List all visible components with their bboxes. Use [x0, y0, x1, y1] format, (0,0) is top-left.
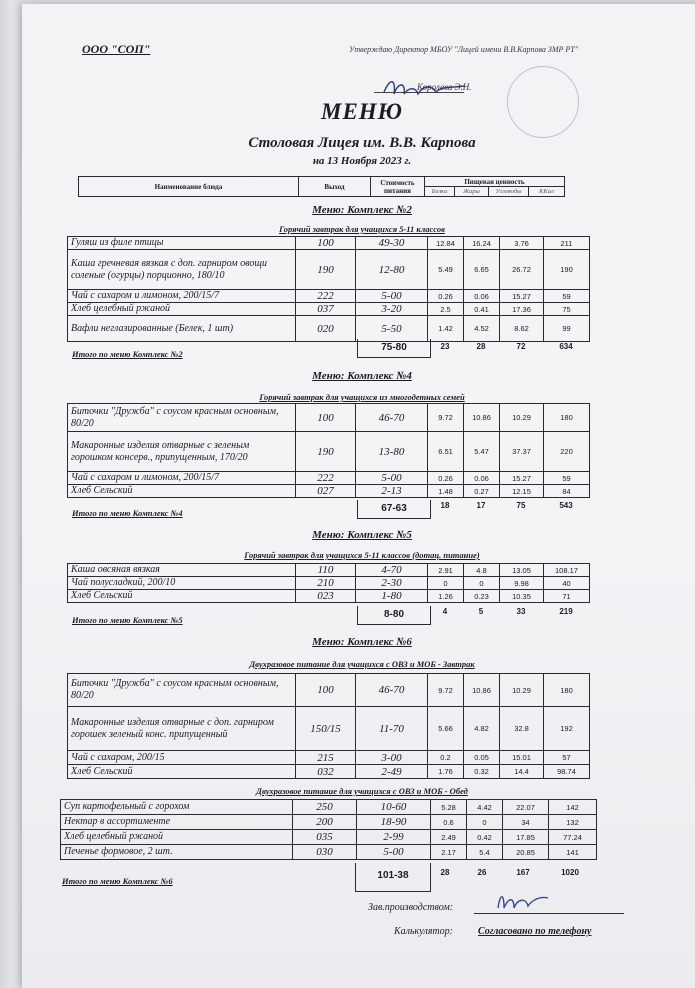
carbs-value: 15.27: [500, 472, 544, 485]
kcal-value: 142: [549, 800, 597, 815]
production-manager-label: Зав.производством:: [368, 902, 454, 913]
fat-value: 10.86: [464, 674, 500, 707]
dish-name: Хлеб Сельский: [68, 485, 296, 498]
dish-output: 250: [293, 800, 357, 815]
total-carbs: 75: [516, 501, 526, 510]
fat-value: 0: [467, 815, 503, 830]
dish-name: Нектар в ассортименте: [61, 815, 293, 830]
fat-value: 10.86: [464, 404, 500, 432]
protein-value: 2.17: [431, 845, 467, 860]
carbs-value: 10.29: [500, 674, 544, 707]
header-nutrition: Пищевая ценность: [425, 177, 565, 187]
table-row: [61, 800, 597, 815]
dish-name: Хлеб Сельский: [68, 590, 296, 603]
dish-price: 46-70: [356, 404, 428, 432]
total-label: Итого по меню Комплекс №2: [72, 349, 183, 359]
dish-name: Суп картофельный с горохом: [61, 800, 293, 815]
dish-price: 2-13: [356, 485, 428, 498]
dish-output: 020: [296, 316, 356, 342]
calculator-label: Калькулятор:: [394, 926, 453, 937]
kcal-value: 84: [544, 485, 590, 498]
dish-price: 2-99: [357, 830, 431, 845]
manager-signature-icon: [492, 888, 552, 914]
dish-output: 023: [296, 590, 356, 603]
total-protein: 23: [440, 342, 450, 351]
protein-value: 6.51: [428, 432, 464, 472]
carbs-value: 12.15: [500, 485, 544, 498]
dish-price: 5-00: [357, 845, 431, 860]
kcal-value: 180: [544, 674, 590, 707]
group-title: Горячий завтрак для учащихся из многодетных семей: [259, 392, 465, 402]
group-title: Двухразовое питание для учащихся с ОВЗ и МОБ - Обед: [256, 786, 468, 796]
dish-price: 18-90: [357, 815, 431, 830]
carbs-value: 17.85: [503, 830, 549, 845]
dish-price: 12-80: [356, 250, 428, 290]
table-row: [68, 250, 590, 290]
header-carbs: Углеводы: [489, 187, 529, 197]
signer-name: Королева Э.Н.: [417, 82, 472, 92]
carbs-value: 10.29: [500, 404, 544, 432]
table-row: [61, 830, 597, 845]
protein-value: 1.42: [428, 316, 464, 342]
kcal-value: 141: [549, 845, 597, 860]
dish-output: 210: [296, 577, 356, 590]
protein-value: 0.26: [428, 472, 464, 485]
dish-price: 2-49: [356, 765, 428, 779]
carbs-value: 17.36: [500, 303, 544, 316]
kcal-value: 190: [544, 250, 590, 290]
header-kcal: ККал: [529, 187, 565, 197]
table-row: [68, 485, 590, 498]
kcal-value: 98.74: [544, 765, 590, 779]
carbs-value: 14.4: [500, 765, 544, 779]
kcal-value: 192: [544, 707, 590, 751]
protein-value: 5.49: [428, 250, 464, 290]
dish-name: Хлеб целебный ржаной: [61, 830, 293, 845]
protein-value: 5.66: [428, 707, 464, 751]
dish-output: 110: [296, 564, 356, 577]
dish-price: 5-50: [356, 316, 428, 342]
dish-price: 13-80: [356, 432, 428, 472]
dish-name: Каша овсяная вязкая: [68, 564, 296, 577]
total-carbs: 33: [516, 607, 526, 616]
table-row: [68, 765, 590, 779]
kcal-value: 57: [544, 751, 590, 765]
total-protein: 28: [440, 868, 450, 877]
calculator-value: Согласовано по телефону: [478, 926, 592, 937]
table-row: [68, 577, 590, 590]
carbs-value: 32.8: [500, 707, 544, 751]
group-title: Горячий завтрак для учащихся 5-11 классов (дотац. питание): [244, 550, 480, 560]
total-kcal: 219: [559, 607, 573, 616]
complex-6-breakfast-table: [67, 673, 590, 779]
complex-title: Меню: Комплекс №4: [312, 370, 412, 382]
fat-value: 4.82: [464, 707, 500, 751]
dish-name: Биточки "Дружба" с соусом красным основным, 80/20: [68, 674, 296, 707]
protein-value: 2.5: [428, 303, 464, 316]
kcal-value: 77.24: [549, 830, 597, 845]
kcal-value: 59: [544, 290, 590, 303]
carbs-value: 15.01: [500, 751, 544, 765]
dish-output: 200: [293, 815, 357, 830]
protein-value: 0.2: [428, 751, 464, 765]
kcal-value: 40: [544, 577, 590, 590]
kcal-value: 211: [544, 237, 590, 250]
canteen-name: Столовая Лицея им. В.В. Карпова: [248, 135, 476, 151]
table-row: [68, 316, 590, 342]
table-row: [68, 564, 590, 577]
fat-value: 0.06: [464, 472, 500, 485]
carbs-value: 22.07: [503, 800, 549, 815]
dish-price: 2-30: [356, 577, 428, 590]
fat-value: 0.27: [464, 485, 500, 498]
kcal-value: 71: [544, 590, 590, 603]
dish-price: 4-70: [356, 564, 428, 577]
dish-price: 49-30: [356, 237, 428, 250]
fat-value: 5.47: [464, 432, 500, 472]
total-protein: 4: [442, 607, 448, 616]
dish-price: 11-70: [356, 707, 428, 751]
fat-value: 0.05: [464, 751, 500, 765]
total-price: 67-63: [357, 500, 431, 519]
page-title: МЕНЮ: [321, 99, 403, 124]
approval-text: Утверждаю Директор МБОУ "Лицей имени В.В.Карпова ЗМР РТ": [349, 45, 579, 54]
dish-name: Биточки "Дружба" с соусом красным основным, 80/20: [68, 404, 296, 432]
table-row: [68, 237, 590, 250]
dish-output: 222: [296, 290, 356, 303]
fat-value: 0.41: [464, 303, 500, 316]
protein-value: 9.72: [428, 674, 464, 707]
table-row: [68, 432, 590, 472]
total-label: Итого по меню Комплекс №5: [72, 615, 183, 625]
dish-output: 100: [296, 404, 356, 432]
total-carbs: 72: [516, 342, 526, 351]
total-carbs: 167: [516, 868, 530, 877]
group-title: Горячий завтрак для учащихся 5-11 классов: [279, 224, 445, 234]
dish-name: Хлеб целебный ржаной: [68, 303, 296, 316]
fat-value: 0.23: [464, 590, 500, 603]
header-fat: Жиры: [455, 187, 489, 197]
dish-output: 030: [293, 845, 357, 860]
dish-output: 100: [296, 674, 356, 707]
kcal-value: 59: [544, 472, 590, 485]
carbs-value: 15.27: [500, 290, 544, 303]
complex-title: Меню: Комплекс №2: [312, 204, 412, 216]
total-label: Итого по меню Комплекс №6: [62, 876, 173, 886]
kcal-value: 99: [544, 316, 590, 342]
dish-output: 100: [296, 237, 356, 250]
fat-value: 4.52: [464, 316, 500, 342]
total-label: Итого по меню Комплекс №4: [72, 508, 183, 518]
dish-name: Макаронные изделия отварные с доп. гарниром горошек зеленый конс. припущенный: [68, 707, 296, 751]
protein-value: 2.49: [431, 830, 467, 845]
kcal-value: 132: [549, 815, 597, 830]
table-row: [68, 303, 590, 316]
signature-line: [374, 92, 464, 93]
header-output: Выход: [299, 177, 371, 197]
menu-sheet: [22, 4, 695, 988]
carbs-value: 20.85: [503, 845, 549, 860]
dish-output: 190: [296, 250, 356, 290]
fat-value: 6.65: [464, 250, 500, 290]
fat-value: 4.8: [464, 564, 500, 577]
dish-price: 3-20: [356, 303, 428, 316]
total-fat: 17: [476, 501, 486, 510]
table-row: [68, 751, 590, 765]
carbs-value: 34: [503, 815, 549, 830]
dish-name: Чай с сахаром и лимоном, 200/15/7: [68, 472, 296, 485]
total-price: 101-38: [355, 863, 431, 892]
total-price: 75-80: [357, 339, 431, 358]
carbs-value: 8.62: [500, 316, 544, 342]
total-kcal: 634: [559, 342, 573, 351]
fat-value: 5.4: [467, 845, 503, 860]
dish-price: 5-00: [356, 472, 428, 485]
total-fat: 26: [477, 868, 487, 877]
organization-name: ООО "СОП": [82, 42, 151, 56]
protein-value: 0: [428, 577, 464, 590]
total-price: 8-80: [357, 606, 431, 625]
column-header-table: [78, 176, 565, 197]
table-row: [68, 290, 590, 303]
header-dish: Наименование блюда: [79, 177, 299, 197]
protein-value: 0.26: [428, 290, 464, 303]
dish-name: Чай с сахаром и лимоном, 200/15/7: [68, 290, 296, 303]
fat-value: 16.24: [464, 237, 500, 250]
carbs-value: 9.98: [500, 577, 544, 590]
carbs-value: 37.37: [500, 432, 544, 472]
table-row: [68, 404, 590, 432]
dish-name: Хлеб Сельский: [68, 765, 296, 779]
protein-value: 1.76: [428, 765, 464, 779]
table-row: [68, 590, 590, 603]
total-kcal: 543: [559, 501, 573, 510]
dish-name: Макаронные изделия отварные с зеленым горошком консерв., припущенным, 170/20: [68, 432, 296, 472]
dish-output: 190: [296, 432, 356, 472]
table-row: [61, 815, 597, 830]
group-title: Двухразовое питание для учащихся с ОВЗ и МОБ - Завтрак: [249, 659, 475, 669]
dish-price: 3-00: [356, 751, 428, 765]
carbs-value: 13.05: [500, 564, 544, 577]
kcal-value: 108.17: [544, 564, 590, 577]
protein-value: 5.28: [431, 800, 467, 815]
dish-output: 027: [296, 485, 356, 498]
dish-name: Каша гречневая вязкая с доп. гарниром овощи соленые (огурцы) порционно, 180/10: [68, 250, 296, 290]
table-row: [68, 472, 590, 485]
total-protein: 18: [440, 501, 450, 510]
total-fat: 28: [476, 342, 486, 351]
protein-value: 1.26: [428, 590, 464, 603]
fat-value: 0.06: [464, 290, 500, 303]
complex-6-lunch-table: [60, 799, 597, 860]
kcal-value: 220: [544, 432, 590, 472]
complex-4-table: [67, 403, 590, 498]
table-row: [68, 707, 590, 751]
dish-name: Вафли неглазированные (Белек, 1 шт): [68, 316, 296, 342]
dish-name: Чай с сахаром, 200/15: [68, 751, 296, 765]
carbs-value: 3.76: [500, 237, 544, 250]
fat-value: 0.32: [464, 765, 500, 779]
carbs-value: 26.72: [500, 250, 544, 290]
dish-output: 215: [296, 751, 356, 765]
dish-price: 10-60: [357, 800, 431, 815]
total-kcal: 1020: [561, 868, 579, 877]
total-fat: 5: [478, 607, 484, 616]
protein-value: 2.91: [428, 564, 464, 577]
menu-date: на 13 Ноября 2023 г.: [312, 155, 412, 167]
header-price: Стоимость питания: [371, 177, 425, 197]
complex-5-table: [67, 563, 590, 603]
complex-title: Меню: Комплекс №6: [312, 636, 412, 648]
kcal-value: 180: [544, 404, 590, 432]
dish-output: 032: [296, 765, 356, 779]
dish-output: 037: [296, 303, 356, 316]
dish-name: Чай полусладкий, 200/10: [68, 577, 296, 590]
dish-name: Печенье формовое, 2 шт.: [61, 845, 293, 860]
complex-title: Меню: Комплекс №5: [312, 529, 412, 541]
fat-value: 4.42: [467, 800, 503, 815]
dish-name: Гуляш из филе птицы: [68, 237, 296, 250]
protein-value: 1.48: [428, 485, 464, 498]
dish-price: 1-80: [356, 590, 428, 603]
kcal-value: 75: [544, 303, 590, 316]
dish-price: 5-00: [356, 290, 428, 303]
protein-value: 9.72: [428, 404, 464, 432]
complex-2-table: [67, 236, 590, 342]
table-row: [61, 845, 597, 860]
protein-value: 0.6: [431, 815, 467, 830]
dish-output: 150/15: [296, 707, 356, 751]
dish-output: 222: [296, 472, 356, 485]
fat-value: 0.42: [467, 830, 503, 845]
fat-value: 0: [464, 577, 500, 590]
carbs-value: 10.35: [500, 590, 544, 603]
table-row: [68, 674, 590, 707]
dish-output: 035: [293, 830, 357, 845]
dish-price: 46-70: [356, 674, 428, 707]
protein-value: 12.84: [428, 237, 464, 250]
header-protein: Белки: [425, 187, 455, 197]
